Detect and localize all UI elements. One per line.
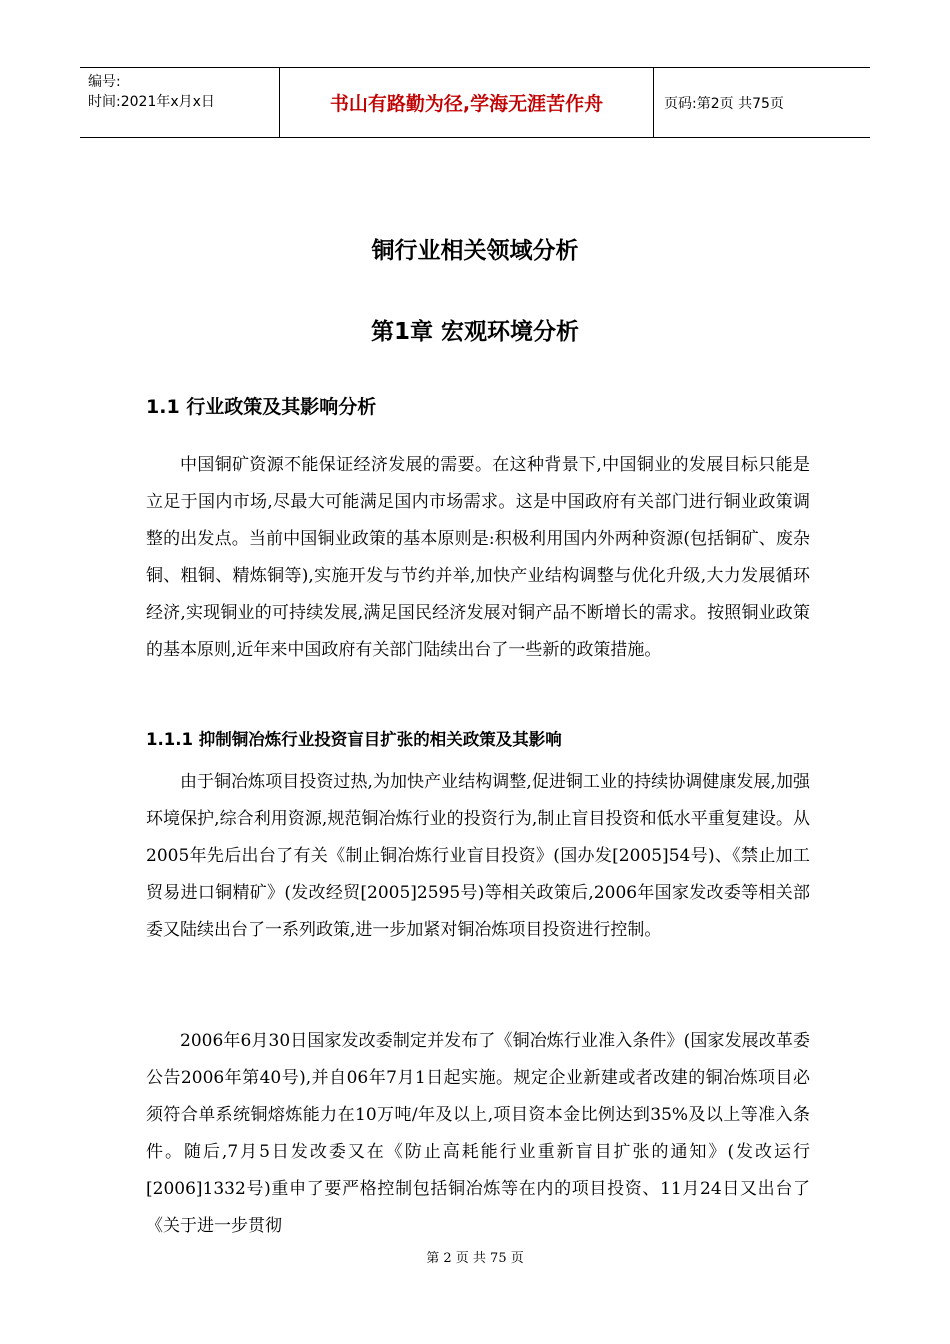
paragraph-1: 中国铜矿资源不能保证经济发展的需要。在这种背景下,中国铜业的发展目标只能是立足于国内市场,尽最大可能满足国内市场需求。这是中国政府有关部门进行铜业政策调整的出发点。当前中国铜业政策的基本原则是:积极利用国内外两种资源(包括铜矿、废杂铜、粗铜、精炼铜等),实施开发与节约并举,加快产业结构调整与优化升级,大力发展循环经济,实现铜业的可持续发展,满足国民经济发展对铜产品不断增长的需求。按照铜业政策的基本原则,近年来中国政府有关部门陆续出台了一些新的政策措施。 bbox=[146, 455, 810, 660]
number-label: 编号: bbox=[88, 74, 121, 90]
document-title: 铜行业相关领域分析 bbox=[371, 238, 579, 264]
header-motto: 书山有路勤为径,学海无涯苦作舟 bbox=[280, 68, 654, 137]
page-header-table bbox=[80, 67, 870, 138]
subsection-heading: 1.1.1 抑制铜冶炼行业投资盲目扩张的相关政策及其影响 bbox=[146, 730, 562, 749]
chapter-title: 第1章 宏观环境分析 bbox=[370, 319, 579, 345]
paragraph-3: 2006年6月30日国家发改委制定并发布了《铜冶炼行业准入条件》(国家发展改革委公告2006年第40号),并自06年7月1日起实施。规定企业新建或者改建的铜冶炼项目必须符合单系统铜熔炼能力在10万吨/年及以上,项目资本金比例达到35%及以上等准入条件。随后,7月5日发改委又在《防止高耗能行业重新盲目扩张的通知》(发改运行[2006]1332号)重申了要严格控制包括铜冶炼等在内的项目投资、11月24日又出台了《关于进一步贯彻 bbox=[146, 1031, 810, 1236]
section-heading: 1.1 行业政策及其影响分析 bbox=[146, 396, 377, 418]
header-meta-cell bbox=[80, 68, 280, 137]
paragraph-2: 由于铜冶炼项目投资过热,为加快产业结构调整,促进铜工业的持续协调健康发展,加强环境保护,综合利用资源,规范铜冶炼行业的投资行为,制止盲目投资和低水平重复建设。从2005年先后出台了有关《制止铜冶炼行业盲目投资》(国办发[2005]54号)、《禁止加工贸易进口铜精矿》(发改经贸[2005]2595号)等相关政策后,2006年国家发改委等相关部委又陆续出台了一系列政策,进一步加紧对铜冶炼项目投资进行控制。 bbox=[146, 772, 810, 940]
time-label: 时间:2021年x月x日 bbox=[88, 94, 215, 110]
header-page-info: 页码:第2页 共75页 bbox=[664, 95, 784, 112]
page-footer: 第 2 页 共 75 页 bbox=[426, 1251, 524, 1266]
